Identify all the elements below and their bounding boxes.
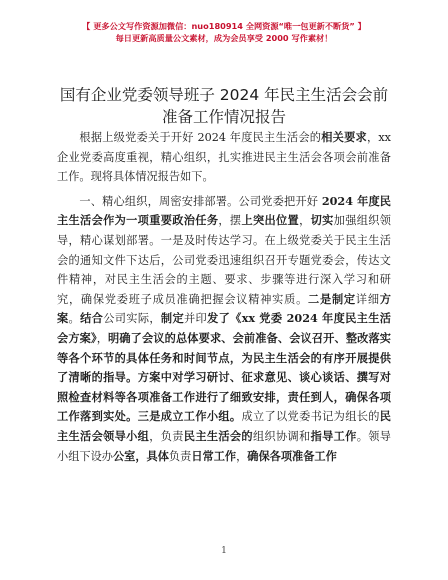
page-number: 1	[221, 546, 227, 556]
text-run: 。领导小组下设办	[57, 429, 391, 463]
text-run: ，	[96, 331, 109, 345]
text-run: 组织协调和	[252, 429, 311, 443]
text-run: ，摆	[218, 214, 242, 228]
document-title	[40, 84, 408, 128]
bold-run: 确保各项准备工作	[247, 448, 337, 463]
promo-banner-line-1: 【 更多公文写作资源加微信：nuo180914 全网资源“唯一包更新不断货” 】	[82, 21, 366, 31]
bold-run: 日常工作	[191, 448, 237, 463]
text-run: 并印	[184, 312, 208, 326]
text-run: 成立了以党委书记为组长的	[241, 410, 380, 424]
bold-run: 结合	[80, 311, 104, 326]
text-run: 负责	[168, 449, 192, 463]
bold-run: 制定	[160, 311, 184, 326]
document-body	[57, 128, 391, 466]
bold-run: 切实	[310, 213, 334, 228]
text-run: 。	[68, 312, 81, 326]
text-run: ，xx 企业党委高度重视，精心组织，扎实推进民主生活会各项会前准备工作。现将具体情况报告如下。	[57, 131, 391, 184]
text-run: ，	[299, 214, 311, 228]
bold-run: 明确了会议的总体要求、会前准备、会议召开、整改落实等各个环节的具体任务和时间节点，为民主生活会的有序开展提供了清晰的指导。方案中对学习研讨、征求意见、谈心谈话、撰写对照检查材料等各项准备工作进行了细致安排，责任到人，确保各项工作落到实处。	[57, 330, 391, 424]
bold-run: 民主生活会领导小组	[57, 409, 391, 443]
bold-run: 上突出位置	[241, 213, 300, 228]
bold-run: 二是制定	[308, 291, 356, 306]
bold-run: 指导工作	[310, 428, 357, 443]
bold-run: 发了《xx 党委 2024 年度民主生活会方案》	[57, 311, 391, 345]
bold-run: 具体	[146, 448, 169, 463]
bold-run: 方案	[57, 291, 391, 326]
text-run: 根据上级党委关于开好 2024 年度民主生活会的	[79, 131, 322, 144]
promo-banner-line-2: 每日更新高质量公文素材，成为会员享受 2000 写作素材！	[115, 33, 333, 43]
bold-run: 公室，	[112, 448, 147, 463]
bold-run: 2024 年度民主生活会作为一项重要政治任务	[57, 193, 391, 228]
document-title-line-2: 准备工作情况报告	[161, 108, 286, 126]
bold-run: 民主生活会的	[183, 428, 253, 443]
bold-run: 三是成立工作小组。	[137, 409, 242, 424]
text-run: 详细	[355, 292, 380, 306]
text-run: 一、精心组织，周密安排部署。公司党委把开好	[79, 194, 322, 208]
text-run: 加强组织领导，精心谋划部署。一是及时传达学习。在上级党委关于民主生活会的通知文件下达后，公司党委迅速组织召开专题党委会，传达文件精神，对民主生活会的主题、要求、步骤等进行深入学习和研究，确保党委班子成员准确把握会议精神实质。	[57, 214, 391, 306]
text-run: ，负责	[149, 429, 184, 443]
promo-banner	[0, 20, 448, 44]
document-title-line-1: 国有企业党委领导班子 2024 年民主生活会会前	[59, 86, 389, 104]
section-one-paragraph	[57, 192, 391, 466]
bold-run: 相关要求	[321, 130, 367, 144]
text-run: 公司实际，	[103, 312, 161, 326]
intro-paragraph	[57, 128, 391, 187]
text-run: ，	[236, 449, 248, 463]
